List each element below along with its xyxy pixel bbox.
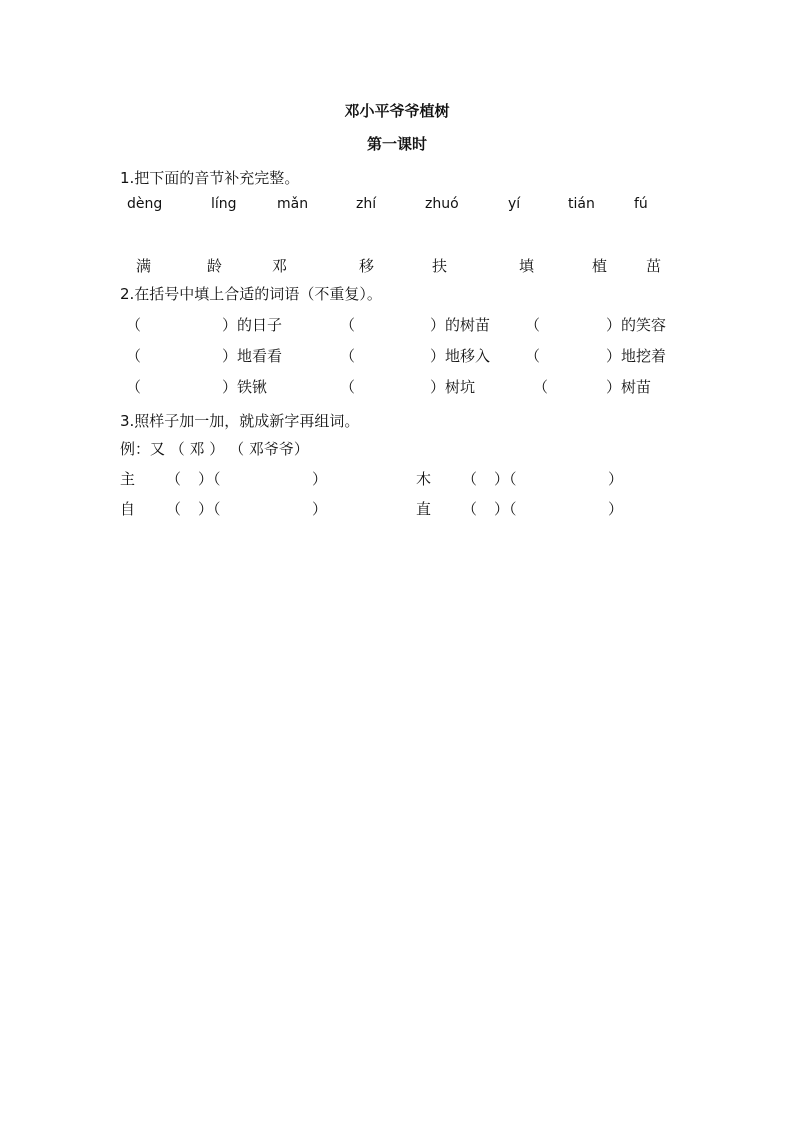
- close-paren: ）: [608, 470, 624, 488]
- open-paren: （: [126, 378, 142, 396]
- middle-paren: ）（: [198, 470, 221, 488]
- question-2-prompt: 2.在括号中填上合适的词语（不重复）。: [120, 285, 382, 303]
- open-paren: （: [126, 316, 142, 334]
- base-character: 主: [120, 470, 136, 488]
- example-line: 例：又 （ 邓 ） （ 邓爷爷）: [120, 440, 309, 458]
- character-item: 移: [359, 257, 375, 275]
- open-paren: （: [462, 500, 478, 518]
- fill-phrase: ）地挖着: [606, 347, 667, 365]
- character-item: 茁: [646, 257, 662, 275]
- character-item: 扶: [432, 257, 448, 275]
- pinyin-item: fú: [634, 196, 648, 212]
- fill-phrase: ）树坑: [430, 378, 476, 396]
- base-character: 自: [120, 500, 136, 518]
- character-item: 邓: [272, 257, 288, 275]
- base-character: 木: [416, 470, 432, 488]
- fill-phrase: ）地移入: [430, 347, 491, 365]
- open-paren: （: [126, 347, 142, 365]
- question-3-prompt: 3.照样子加一加，就成新字再组词。: [120, 412, 360, 430]
- pinyin-item: mǎn: [277, 196, 309, 212]
- page-subtitle: 第一课时: [366, 135, 427, 153]
- fill-phrase: ）的日子: [222, 316, 283, 334]
- fill-phrase: ）的树苗: [430, 316, 491, 334]
- fill-phrase: ）铁锹: [222, 378, 268, 396]
- fill-phrase: ）树苗: [606, 378, 652, 396]
- pinyin-item: dèng: [127, 196, 163, 212]
- character-item: 植: [592, 257, 608, 275]
- pinyin-item: zhí: [356, 196, 377, 212]
- close-paren: ）: [312, 500, 328, 518]
- pinyin-item: yí: [508, 196, 521, 212]
- pinyin-item: líng: [211, 196, 237, 212]
- open-paren: （: [525, 316, 541, 334]
- open-paren: （: [340, 347, 356, 365]
- close-paren: ）: [312, 470, 328, 488]
- middle-paren: ）（: [494, 470, 517, 488]
- open-paren: （: [340, 378, 356, 396]
- pinyin-item: zhuó: [425, 196, 459, 212]
- fill-phrase: ）的笑容: [606, 316, 667, 334]
- character-item: 填: [519, 257, 535, 275]
- open-paren: （: [533, 378, 549, 396]
- open-paren: （: [166, 500, 182, 518]
- close-paren: ）: [608, 500, 624, 518]
- base-character: 直: [416, 500, 432, 518]
- open-paren: （: [166, 470, 182, 488]
- open-paren: （: [340, 316, 356, 334]
- middle-paren: ）（: [494, 500, 517, 518]
- character-item: 龄: [207, 257, 223, 275]
- character-item: 满: [136, 257, 152, 275]
- open-paren: （: [462, 470, 478, 488]
- fill-phrase: ）地看看: [222, 347, 283, 365]
- middle-paren: ）（: [198, 500, 221, 518]
- page-title: 邓小平爷爷植树: [344, 102, 450, 120]
- open-paren: （: [525, 347, 541, 365]
- question-1-prompt: 1.把下面的音节补充完整。: [120, 169, 300, 187]
- pinyin-item: tián: [568, 196, 595, 212]
